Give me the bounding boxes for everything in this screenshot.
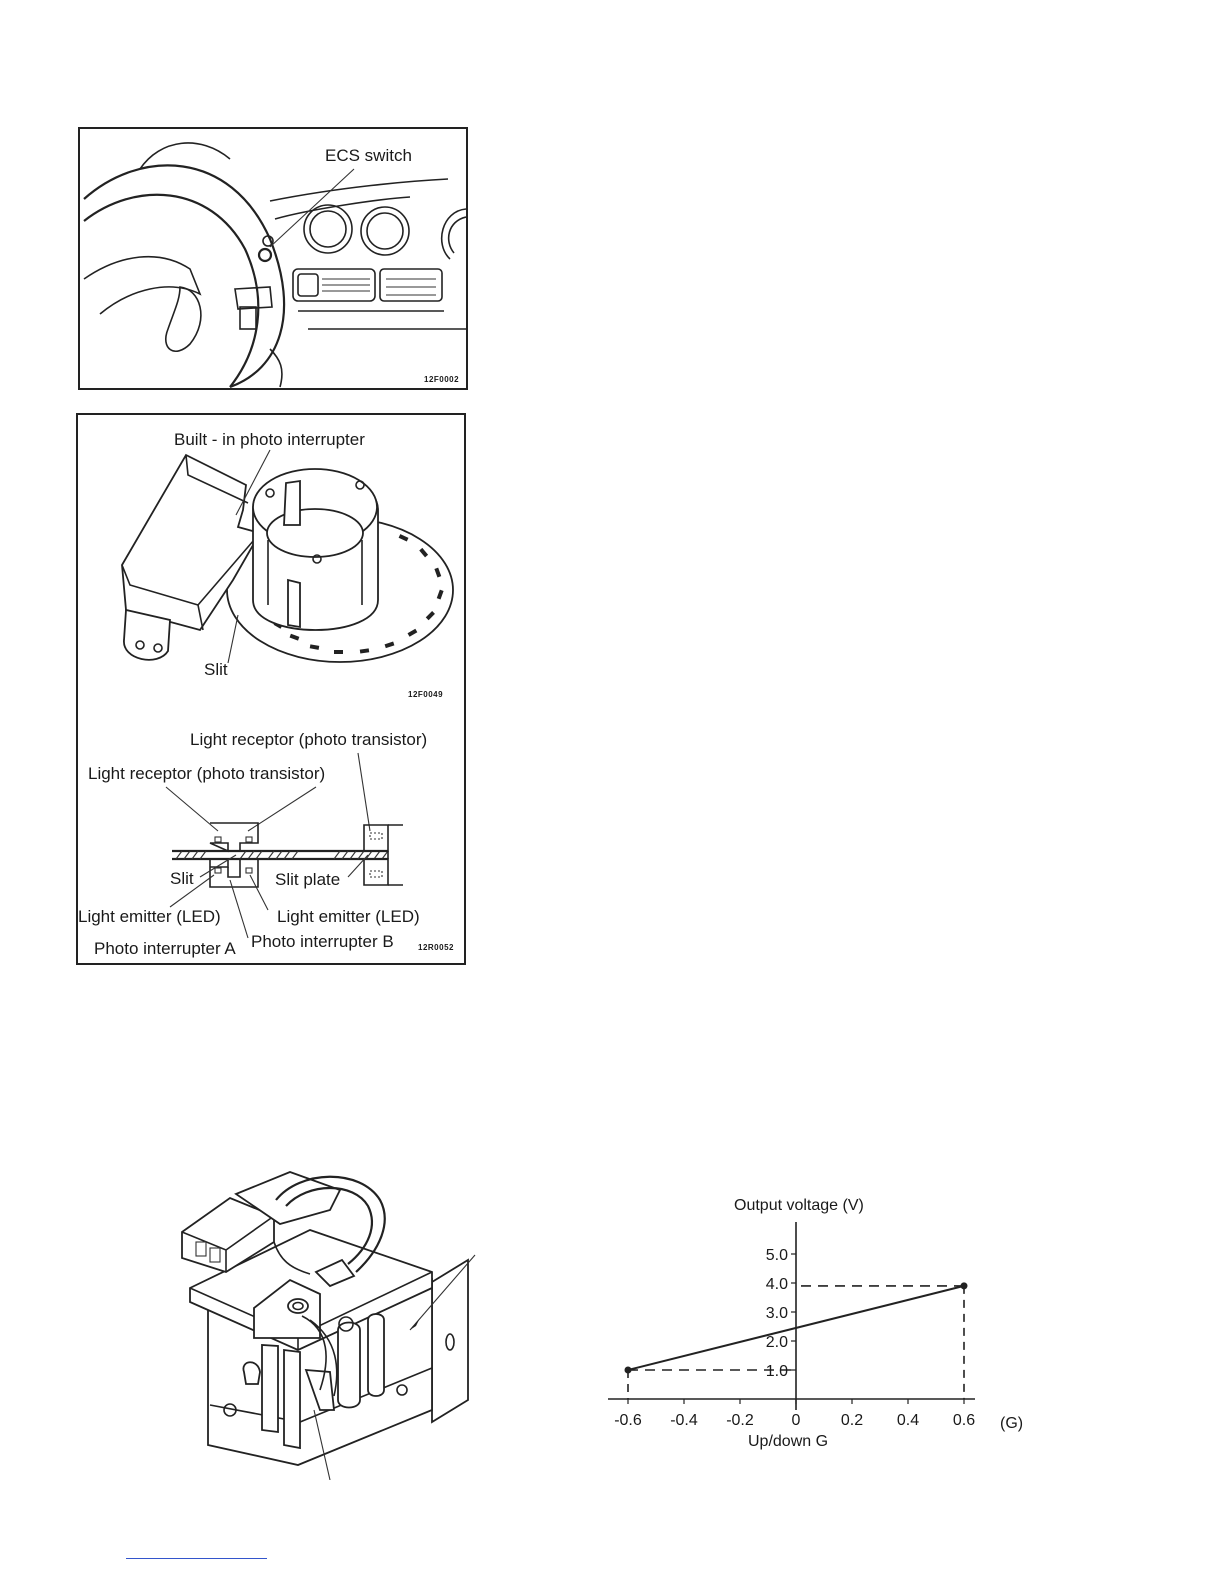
dashboard-figure <box>78 127 468 390</box>
y-tick-label: 5.0 <box>765 1247 788 1264</box>
data-point-0-0 <box>625 1367 632 1374</box>
footer-underline <box>126 1558 267 1559</box>
y-tick-label: 2.0 <box>765 1334 788 1351</box>
x-tick-label: 0.4 <box>896 1412 920 1429</box>
g-sensor-illustration <box>170 1160 480 1480</box>
receptor-right-label: Light receptor (photo transistor) <box>190 730 428 749</box>
interrupter-illustration <box>78 415 464 963</box>
slit-plate-label: Slit plate <box>275 870 341 889</box>
dashboard-figure-code: 12F0002 <box>424 375 460 384</box>
emitter-left-label: Light emitter (LED) <box>78 907 221 926</box>
output-voltage-chart <box>590 1180 1040 1460</box>
x-tick-label: -0.6 <box>614 1412 642 1429</box>
x-tick-label: 0.6 <box>952 1412 976 1429</box>
dashboard-illustration <box>80 129 466 388</box>
y-tick-label: 4.0 <box>765 1276 788 1293</box>
g-sensor-figure <box>170 1160 480 1480</box>
chart-x-unit-label: (G) <box>1000 1415 1024 1432</box>
interrupter-a-label: Photo interrupter A <box>94 939 236 958</box>
data-point-0-1 <box>961 1282 968 1289</box>
slit-plate-hatch <box>176 851 388 859</box>
interrupter-figure-code: 12F0049 <box>408 690 444 699</box>
slit-label-top: Slit <box>204 660 228 679</box>
y-tick-label: 3.0 <box>765 1305 788 1322</box>
x-tick-label: -0.2 <box>726 1412 754 1429</box>
x-tick-label: 0 <box>791 1412 801 1429</box>
receptor-left-label: Light receptor (photo transistor) <box>88 764 326 783</box>
slit-label-schematic: Slit <box>170 869 194 888</box>
ecs-switch-label: ECS switch <box>325 146 412 165</box>
x-tick-label: -0.4 <box>670 1412 698 1429</box>
built-in-interrupter-label: Built - in photo interrupter <box>174 430 365 449</box>
interrupter-b-label: Photo interrupter B <box>251 932 394 951</box>
schematic-figure-code: 12R0052 <box>418 943 454 952</box>
chart-x-axis-label: Up/down G <box>748 1433 829 1450</box>
emitter-right-label: Light emitter (LED) <box>277 907 420 926</box>
chart-y-axis-label: Output voltage (V) <box>734 1197 864 1214</box>
interrupter-figure <box>76 413 466 965</box>
y-tick-label: 1.0 <box>765 1363 788 1380</box>
x-tick-label: 0.2 <box>840 1412 864 1429</box>
